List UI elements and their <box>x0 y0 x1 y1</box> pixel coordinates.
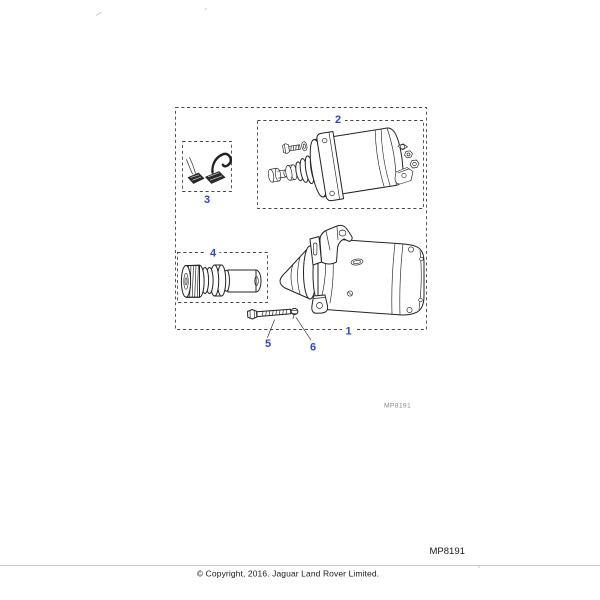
brush-kit-drawing <box>187 154 231 184</box>
diagram-watermark: MP8191 <box>383 402 412 410</box>
callout-6[interactable]: 6 <box>309 341 317 354</box>
callout-3[interactable]: 3 <box>203 194 211 206</box>
footer-part-number: MP8191 <box>429 546 465 557</box>
callout-1[interactable]: 1 <box>345 325 352 338</box>
callout-5[interactable]: 5 <box>264 338 272 350</box>
callout-5-leader-line <box>268 320 275 338</box>
callout-4[interactable]: 4 <box>209 247 217 260</box>
copyright-text: © Copyright, 2016. Jaguar Land Rover Limited. <box>196 568 380 579</box>
callout-2[interactable]: 2 <box>334 114 342 126</box>
bolt-drawing <box>248 309 291 319</box>
solenoid-drawing <box>263 122 419 210</box>
callout-6-leader-line <box>296 318 311 341</box>
starter-motor-drawing <box>280 225 424 315</box>
nut-drawing <box>291 308 298 318</box>
drive-assembly-drawing <box>181 265 261 297</box>
